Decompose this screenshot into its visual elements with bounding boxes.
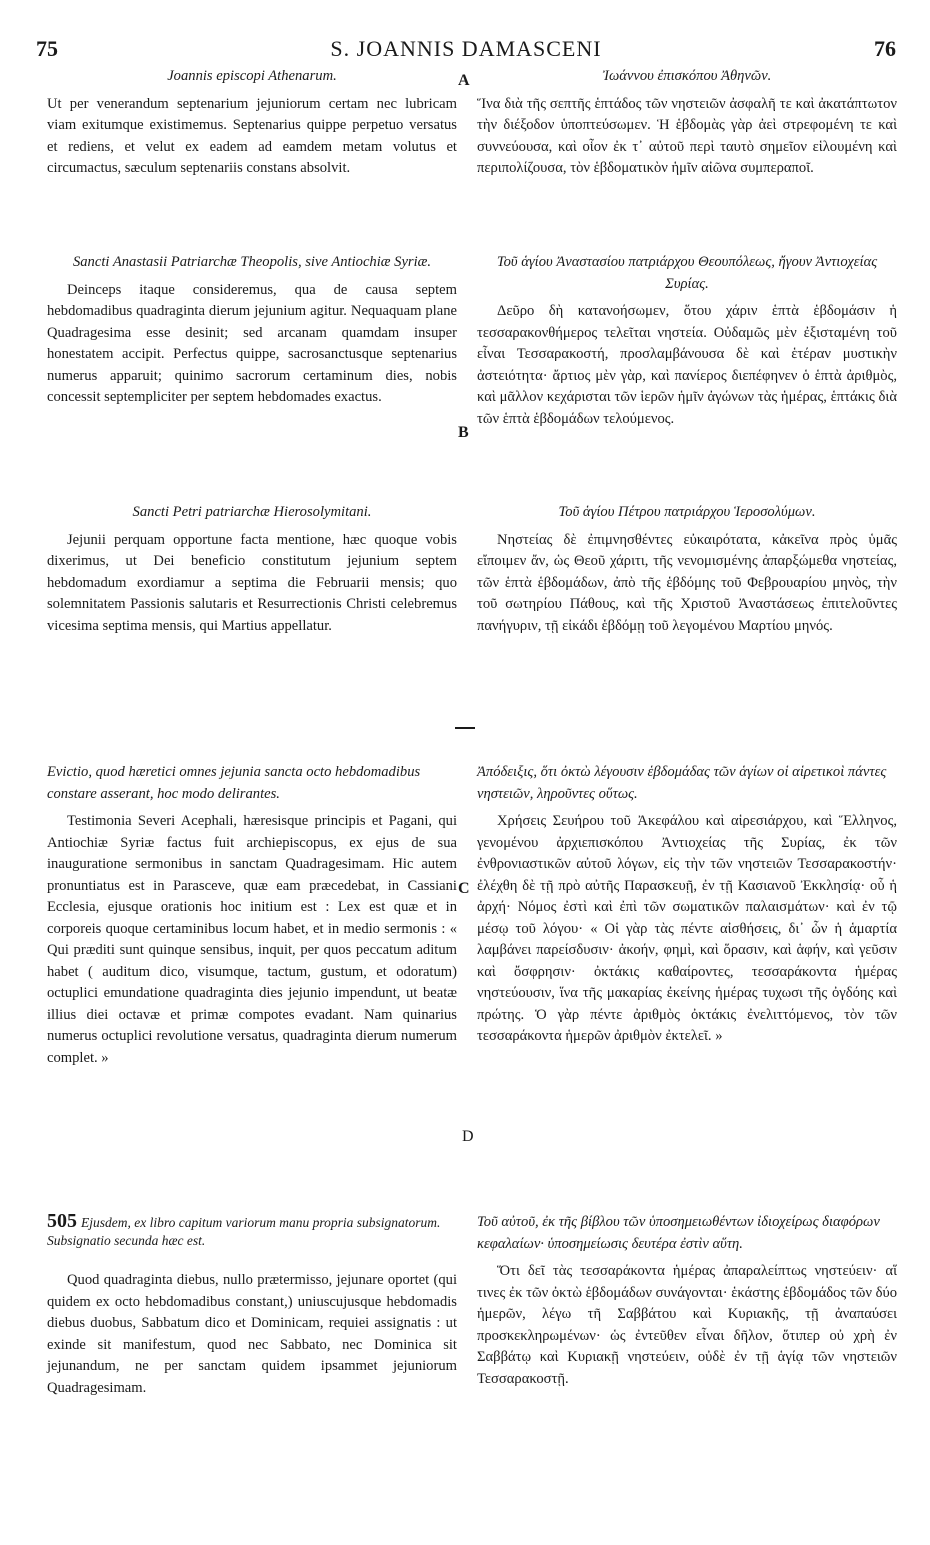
greek-block-3 — [477, 502, 897, 637]
greek-text-anastasius: Δεῦρο δὴ κατανοήσωμεν, ὅτου χάριν ἑπτὰ ἑβδομάσιν ἡ τεσσαρακονθήμερος τελεῖται νηστεία. Οὐδαμῶς μὲν ἐξισταμένη τοῦ εἶναι Τεσσαρακοστή, προσλαμβάνουσα δὲ καὶ ἑτέραν μυστικὴν ἀστειότητα· ἄρτιος μὲν γὰρ, καὶ πανίερος διεπέφηνεν ὁ ἑπτὰ ἀριθμὸς, καὶ μᾶλλον κεχάρισται τῶν ἱερῶν ἡμῖν ἀγώνων τὰς ἡμέρας, ἑπτάκις διὰ τῶν ἑπτὰ ἑβδομάδων τελούμενος. — [477, 303, 897, 427]
greek-block-4 — [477, 762, 897, 1048]
greek-block-1 — [477, 66, 897, 180]
latin-heading-ejusdem-text: Ejusdem, ex libro capitum variorum manu propria subsignatorum. Subsignatio secunda hæc est. — [47, 1215, 441, 1248]
page-number-left: 75 — [36, 36, 58, 61]
latin-text-evictio: Testimonia Severi Acephali, hæresisque principis et Pagani, qui Antiochiæ Syriæ factus fuit archiepiscopus, ex ejus de sua inauguratione sermonibus in sanctam Quadragesimam. Hic autem pronuntiatus est in Parasceve, quæ eam præcedebat, in Cassiani Ecclesia, ejusque orationis hoc initium est : Lex est quæ et in corporeis quoque certaminibus locum habet, et in medio sermonis : « Qui præditi sunt quinque sensibus, inquit, per quos peccatum aditum habet ( auditum dico, visumque, tactum, gustum, et odoratum) octuplici emundatione quadraginta dies jejunio impendunt, ut beatæ illius diei octavæ et primæ compotes evadant. Nam quinarius numerus octuplici revolutione versatus, quadraginta dierum numerum complet. » — [47, 813, 457, 1066]
greek-text-apodeixis: Χρήσεις Σευήρου τοῦ Ἀκεφάλου καὶ αἱρεσιάρχου, καὶ Ἕλληνος, γενομένου ἀρχιεπισκόπου Ἀντιοχείας τῆς Συρίας, ἐκ τῶν ἐνθρονιαστικῶν αὐτοῦ λόγων, εἰς τὴν τῶν νηστειῶν Τεσσαρακοστήν· ἐλέχθη δὲ τῇ πρὸ αὐτῆς Παρασκευῇ, ἐν τῇ Κασιανοῦ Ἐκκλησίᾳ· οὗ ἡ ἀρχή· Νόμος ἐστὶ καὶ ἐπὶ τῶν σωματικῶν παλαισμάτων· καὶ ἐν τῷ μέσῳ τοῦ λόγου· « Οἱ γὰρ τὰς πέντε αἰσθήσεις, δι᾽ ὧν ἡ ἁμαρτία λαμβάνει παρείσδυσιν· ἀκοήν, φημὶ, καὶ ὅρασιν, καὶ ἁφήν, καὶ γεῦσιν καὶ ὄσφρησιν· ὀκτάκις καθαίροντες, τεσσαράκοντα ἡμέρας νηστεύουσιν, ἵνα τῆς μακαρίας ἐκείνης ἡμέρας τυχωσι τῆς ὀγδόης καὶ πρώτης. Ὁ γὰρ πέντε ἀριθμὸς ὀκτάκις ἐνελιττόμενος, τὸν τῶν τεσσαράκοντα ἡμερῶν ἀριθμὸν ἐκτελεῖ. » — [477, 813, 897, 1044]
latin-heading-petrus: Sancti Petri patriarchæ Hierosolymitani. — [132, 504, 372, 520]
greek-text-autou: Ὅτι δεῖ τὰς τεσσαράκοντα ἡμέρας ἀπαραλείπτως νηστεύειν· αἵ τινες ἐκ τῶν ὀκτὼ ἑβδομάδων συνάγονται· ἑκάστης ἑβδομάδος τῶν δύο ἡμερῶν, λέγω τῆ Σαββάτου καὶ Κυριακῆς, τῇ ἀναπαύσει προσκεκληρωμένων· ὡς ἐντεῦθεν εἶναι δῆλον, ὅτιπερ οὐ χρὴ ἐν Σαββάτῳ καὶ Κυριακῇ νηστεύειν, οὐδὲ ἐν τῇ ἁγίᾳ τῶν νηστειῶν Τεσσαρακοστῇ. — [477, 1263, 897, 1387]
latin-block-2 — [47, 252, 457, 409]
greek-heading-anastasius: Τοῦ ἁγίου Ἀναστασίου πατριάρχου Θεουπόλεως, ἤγουν Ἀντιοχείας Συρίας. — [496, 254, 878, 292]
latin-text-anastasius: Deinceps itaque consideremus, qua de causa septem hebdomadibus quadraginta dierum jejunium agitur. Nequaquam plane Quadragesima esse desinit; sed arcanam quamdam insuper honestatem accipit. Perfectus quippe, sacrosanctusque septenarius numerus apparuit; quinimo sacrorum certaminum dies, nobis concessit septempliciter per septem hebdomades exactus. — [47, 281, 457, 405]
latin-heading-ejusdem — [47, 1212, 457, 1250]
latin-text-joannis: Ut per venerandum septenarium jejuniorum certam nec lubricam viam exitumque existimemus. Septenarius quippe perpetuo versatus et rediens, et velut ex eadem ad eamdem metam volutus et circumactus, sæculum septenariis constans absolvit. — [47, 95, 457, 176]
latin-heading-joannis: Joannis episcopi Athenarum. — [167, 68, 337, 84]
latin-text-petrus: Jejunii perquam opportune facta mentione, hæc quoque vobis dixerimus, ut Dei beneficio constitutum jejunium septem hebdomadum exordiamur a septima die Februarii mensis; quo solemnitatem Passionis salutaris et Resurrectionis Christi celebremus vicesima septima mensis, qui Martius appellatur. — [47, 531, 457, 634]
latin-block-3 — [47, 502, 457, 637]
column-number-505: 505 — [47, 1210, 77, 1232]
latin-block-5 — [47, 1212, 457, 1399]
section-divider — [455, 727, 475, 729]
greek-text-joannis: Ἵνα διὰ τῆς σεπτῆς ἑπτάδος τῶν νηστειῶν ἀσφαλῆ τε καὶ ἀκατάπτωτον τὴν διέξοδον ὑποπτεύσωμεν. Ἡ ἑβδομὰς γὰρ ἀεὶ στρεφομένη τε καὶ συννεύουσα, καὶ οἷον ἐκ τ᾽ αὐτοῦ περὶ ταυτὸ σημεῖον εἱλουμένη καὶ περιπολίζουσα, τὸν ἑβδοματικὸν ἡμῖν αἰῶνα συμπεραποῖ. — [477, 95, 897, 176]
greek-block-5 — [477, 1212, 897, 1390]
latin-block-1 — [47, 66, 457, 180]
greek-heading-joannis: Ἰωάννου ἐπισκόπου Ἀθηνῶν. — [602, 68, 772, 84]
margin-letter-b: B — [458, 424, 469, 441]
running-title: S. JOANNIS DAMASCENI — [330, 36, 602, 61]
greek-text-petrus: Νηστείας δὲ ἐπιμνησθέντες εὐκαιρότατα, κἀκεῖνα πρὸς ὑμᾶς εἴποιμεν ἄν, ὡς Θεοῦ χάριτι, τῆς νενομισμένης ἀπαρξώμεθα νηστείας, τῶν ἑπτὰ ἑβδομάδων, ἀπὸ τῆς ἑβδόμης τοῦ Φεβρουαρίου μηνὸς, τὴν τοῦ σωτηρίου Πάθους, καὶ τῆς Χριστοῦ Ἀναστάσεως ἐπιτελοῦντες πανήγυριν, τῇ εἰκάδι ἑβδόμῃ τοῦ λεγομένου Μαρτίου μηνός. — [477, 531, 897, 634]
greek-heading-petrus: Τοῦ ἁγίου Πέτρου πατριάρχου Ἱεροσολύμων. — [558, 504, 816, 520]
greek-block-2 — [477, 252, 897, 430]
margin-letter-c: C — [458, 880, 470, 897]
latin-heading-evictio: Evictio, quod hæretici omnes jejunia sancta octo hebdomadibus constare asserant, hoc modo delirantes. — [47, 764, 421, 802]
margin-letter-d: D — [462, 1128, 474, 1145]
latin-heading-anastasius: Sancti Anastasii Patriarchæ Theopolis, sive Antiochiæ Syriæ. — [72, 254, 432, 270]
page-number-right: 76 — [874, 36, 896, 61]
page-header — [36, 36, 896, 60]
margin-letter-a: A — [458, 72, 470, 89]
latin-block-4 — [47, 762, 457, 1069]
greek-heading-autou: Τοῦ αὐτοῦ, ἐκ τῆς βίβλου τῶν ὑποσημειωθέντων ἰδιοχείρως διαφόρων κεφαλαίων· ὑποσημείωσις δευτέρα ἐστὶν αὕτη. — [477, 1214, 880, 1252]
greek-heading-apodeixis: Ἀπόδειξις, ὅτι ὀκτὼ λέγουσιν ἑβδομάδας τῶν ἁγίων οἱ αἱρετικοὶ πάντες νηστειῶν, ληροῦντες οὕτως. — [477, 764, 887, 802]
latin-text-ejusdem: Quod quadraginta diebus, nullo prætermisso, jejunare oportet (qui quidem ex octo hebdomadibus constant,) uniuscujusque hebdomadis diebus duobus, Sabbatum dico et Dominicam, requiei assignatis : ut exinde sit manifestum, quod nec Sabbato, nec Dominica sit jejunandum, ne per sanctam quidem ipsammet jejuniorum Quadragesimam. — [47, 1272, 457, 1396]
